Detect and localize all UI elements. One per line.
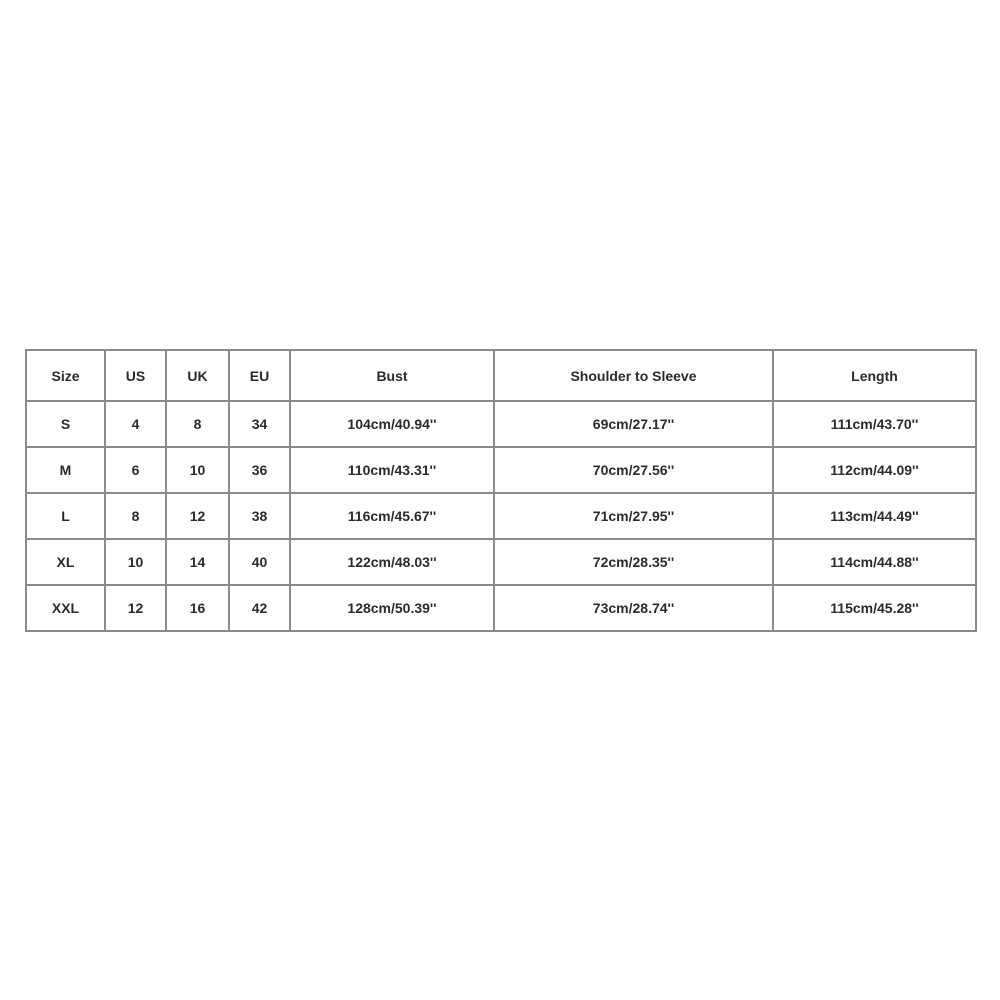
cell-length: 115cm/45.28'': [773, 585, 976, 631]
column-header-bust: Bust: [290, 350, 494, 401]
table-row: [26, 585, 976, 631]
cell-uk: 12: [166, 493, 229, 539]
cell-length: 111cm/43.70'': [773, 401, 976, 447]
size-chart-table: [25, 349, 977, 632]
table-row: [26, 493, 976, 539]
column-header-uk: UK: [166, 350, 229, 401]
cell-eu: 36: [229, 447, 290, 493]
column-header-shoulder-to-sleeve: Shoulder to Sleeve: [494, 350, 773, 401]
table-row: [26, 401, 976, 447]
cell-bust: 122cm/48.03'': [290, 539, 494, 585]
table-row: [26, 539, 976, 585]
cell-us: 10: [105, 539, 166, 585]
cell-bust: 110cm/43.31'': [290, 447, 494, 493]
cell-shoulder-to-sleeve: 71cm/27.95'': [494, 493, 773, 539]
cell-length: 112cm/44.09'': [773, 447, 976, 493]
cell-uk: 14: [166, 539, 229, 585]
cell-shoulder-to-sleeve: 70cm/27.56'': [494, 447, 773, 493]
table-row: [26, 447, 976, 493]
column-header-eu: EU: [229, 350, 290, 401]
cell-eu: 42: [229, 585, 290, 631]
cell-bust: 104cm/40.94'': [290, 401, 494, 447]
cell-us: 4: [105, 401, 166, 447]
cell-us: 12: [105, 585, 166, 631]
cell-size: L: [26, 493, 105, 539]
cell-shoulder-to-sleeve: 73cm/28.74'': [494, 585, 773, 631]
cell-size: S: [26, 401, 105, 447]
cell-eu: 40: [229, 539, 290, 585]
cell-shoulder-to-sleeve: 72cm/28.35'': [494, 539, 773, 585]
cell-us: 8: [105, 493, 166, 539]
cell-uk: 16: [166, 585, 229, 631]
cell-eu: 34: [229, 401, 290, 447]
cell-bust: 128cm/50.39'': [290, 585, 494, 631]
cell-bust: 116cm/45.67'': [290, 493, 494, 539]
cell-size: XXL: [26, 585, 105, 631]
column-header-size: Size: [26, 350, 105, 401]
table-header-row: [26, 350, 976, 401]
cell-length: 114cm/44.88'': [773, 539, 976, 585]
cell-uk: 8: [166, 401, 229, 447]
cell-uk: 10: [166, 447, 229, 493]
cell-size: XL: [26, 539, 105, 585]
cell-size: M: [26, 447, 105, 493]
column-header-us: US: [105, 350, 166, 401]
cell-shoulder-to-sleeve: 69cm/27.17'': [494, 401, 773, 447]
column-header-length: Length: [773, 350, 976, 401]
cell-us: 6: [105, 447, 166, 493]
cell-eu: 38: [229, 493, 290, 539]
cell-length: 113cm/44.49'': [773, 493, 976, 539]
